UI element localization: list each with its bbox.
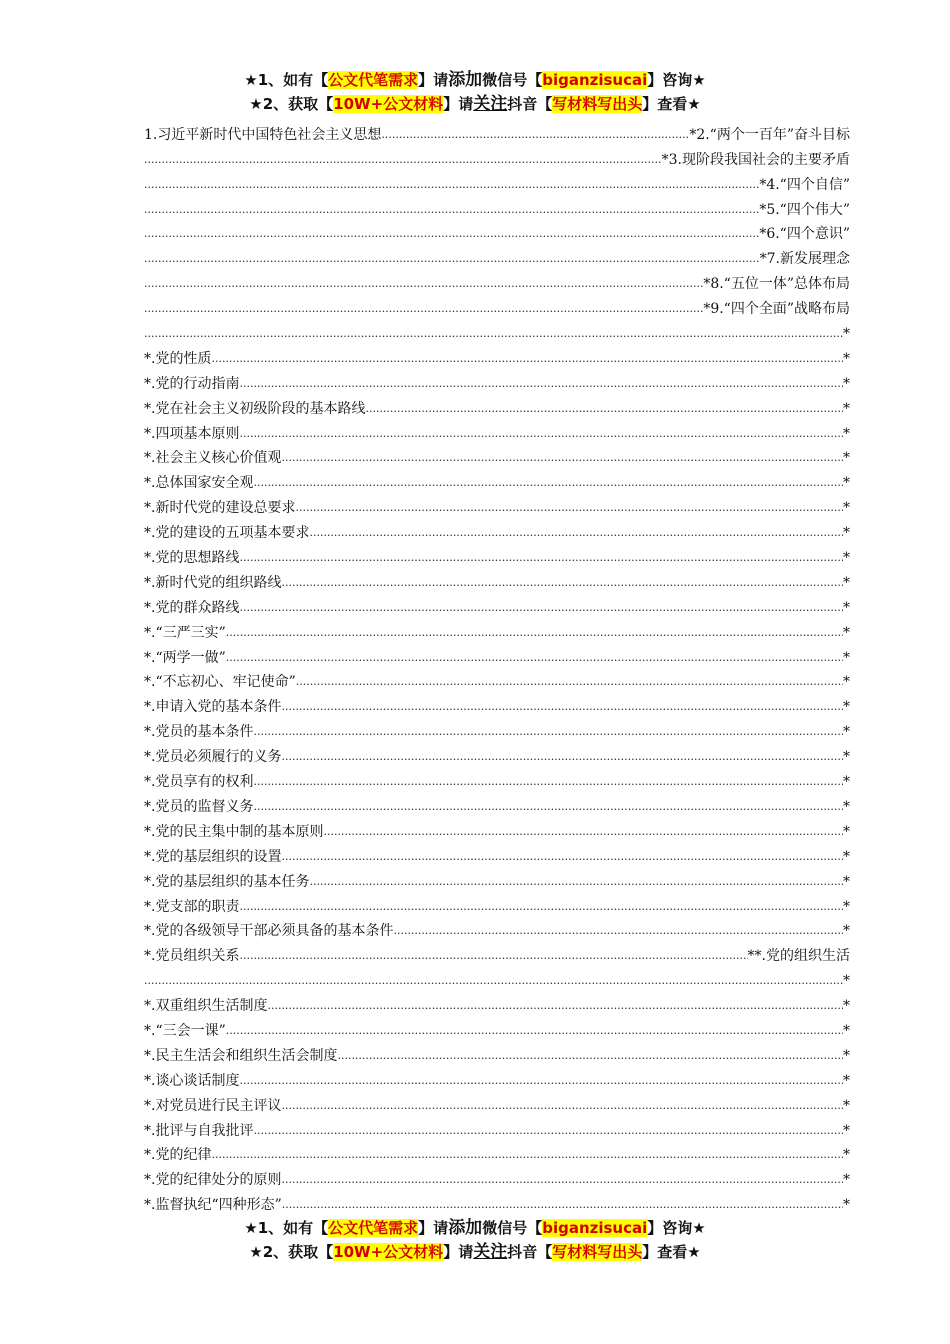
toc-entry[interactable] [144, 517, 850, 542]
banner-wechat-id: biganzisucai [542, 71, 648, 89]
toc-entry-tail: * [843, 1022, 850, 1039]
toc-entry[interactable] [144, 169, 850, 194]
banner-emphasis: 添加 [448, 70, 483, 90]
toc-dot-leader [365, 400, 843, 418]
toc-dot-leader [253, 723, 843, 741]
toc-dot-leader [144, 176, 759, 194]
toc-entry-title: *.对党员进行民主评议 [144, 1097, 282, 1114]
toc-entry[interactable] [144, 1189, 850, 1214]
toc-dot-leader [144, 325, 843, 343]
toc-entry[interactable] [144, 567, 850, 592]
toc-entry-title: *.监督执纪“四种形态” [144, 1197, 282, 1214]
toc-entry[interactable] [144, 642, 850, 667]
toc-dot-leader [253, 773, 843, 791]
toc-entry[interactable] [144, 318, 850, 343]
toc-entry[interactable] [144, 542, 850, 567]
toc-entry[interactable] [144, 1164, 850, 1189]
toc-entry-tail: * [843, 699, 850, 716]
toc-dot-leader [393, 922, 843, 940]
toc-dot-leader [281, 449, 843, 467]
toc-entry-tail: * [843, 998, 850, 1015]
toc-dot-leader [296, 673, 843, 691]
toc-dot-leader [281, 698, 843, 716]
toc-entry-tail: * [843, 649, 850, 666]
banner-text: 】请 [443, 95, 474, 113]
toc-entry[interactable] [144, 841, 850, 866]
banner-text: 】请 [418, 71, 449, 89]
banner-text: 】请 [418, 1219, 449, 1237]
toc-entry-tail: *3.现阶段我国社会的主要矛盾 [661, 151, 850, 168]
toc-entry-tail: * [843, 774, 850, 791]
toc-dot-leader [239, 549, 843, 567]
toc-dot-leader [281, 1097, 843, 1115]
toc-entry-title: *.党员必须履行的义务 [144, 749, 282, 766]
toc-entry-tail: * [843, 1122, 850, 1139]
toc-entry-tail: * [843, 1197, 850, 1214]
toc-entry[interactable] [144, 343, 850, 368]
toc-entry-title: *.社会主义核心价值观 [144, 450, 282, 467]
banner-emphasis: 添加 [448, 1218, 483, 1238]
toc-dot-leader [337, 1047, 843, 1065]
toc-entry[interactable] [144, 268, 850, 293]
toc-entry-title: *.党的建设的五项基本要求 [144, 525, 310, 542]
toc-entry-tail: * [843, 425, 850, 442]
toc-entry[interactable] [144, 293, 850, 318]
toc-entry[interactable] [144, 617, 850, 642]
toc-entry-tail: * [843, 475, 850, 492]
toc-dot-leader [239, 947, 747, 965]
toc-entry-tail: * [843, 1147, 850, 1164]
toc-dot-leader [144, 275, 703, 293]
toc-entry-title: *.新时代党的建设总要求 [144, 500, 296, 517]
toc-dot-leader [144, 972, 843, 990]
toc-entry[interactable] [144, 1040, 850, 1065]
toc-entry-title: *.“两学一做” [144, 649, 226, 666]
toc-entry-title: *.党员享有的权利 [144, 774, 254, 791]
toc-entry-tail: * [843, 798, 850, 815]
toc-entry-title: *.申请入党的基本条件 [144, 699, 282, 716]
toc-entry-tail: **.党的组织生活 [747, 948, 850, 965]
toc-entry-title: *.双重组织生活制度 [144, 998, 268, 1015]
toc-entry-tail: * [843, 574, 850, 591]
toc-entry-title: *.批评与自我批评 [144, 1122, 254, 1139]
toc-entry-tail: *5.“四个伟大” [759, 201, 850, 218]
toc-entry[interactable] [144, 940, 850, 965]
toc-entry-title: 1.习近平新时代中国特色社会主义思想 [144, 126, 382, 143]
toc-entry-tail: * [843, 500, 850, 517]
toc-dot-leader [267, 997, 843, 1015]
promo-banner-top-line2 [0, 94, 950, 114]
banner-text: 抖音【 [507, 95, 553, 113]
promo-banner-bottom-line1 [0, 1218, 950, 1238]
toc-entry[interactable] [144, 1065, 850, 1090]
banner-text: ★1、如有【 [244, 1219, 329, 1237]
toc-entry[interactable] [144, 1090, 850, 1115]
toc-entry[interactable] [144, 716, 850, 741]
toc-entry-title: *.党的行动指南 [144, 375, 240, 392]
toc-entry-title: *.新时代党的组织路线 [144, 574, 282, 591]
toc-entry-tail: * [843, 749, 850, 766]
banner-text: 抖音【 [507, 1243, 553, 1261]
banner-highlight: 10W+公文材料 [333, 1243, 444, 1261]
toc-entry[interactable] [144, 1115, 850, 1140]
toc-entry-title: *.“三严三实” [144, 624, 226, 641]
toc-entry-tail: * [843, 923, 850, 940]
toc-entry-tail: * [843, 375, 850, 392]
toc-dot-leader [226, 1022, 843, 1040]
banner-douyin-id: 写材料写出头 [552, 1243, 643, 1261]
banner-text: ★1、如有【 [244, 71, 329, 89]
toc-entry-tail: * [843, 350, 850, 367]
banner-highlight: 10W+公文材料 [333, 95, 444, 113]
toc-entry-tail: * [843, 400, 850, 417]
toc-dot-leader [281, 1171, 843, 1189]
toc-dot-leader [226, 649, 843, 667]
toc-entry-tail: * [843, 599, 850, 616]
toc-dot-leader [323, 823, 843, 841]
toc-entry[interactable] [144, 1140, 850, 1165]
toc-entry[interactable] [144, 965, 850, 990]
toc-entry[interactable] [144, 194, 850, 219]
toc-entry-tail: * [843, 550, 850, 567]
toc-entry-title: *.“三会一课” [144, 1022, 226, 1039]
toc-entry[interactable] [144, 393, 850, 418]
toc-entry-title: *.党支部的职责 [144, 898, 240, 915]
banner-text: ★2、获取【 [249, 1243, 334, 1261]
toc-entry[interactable] [144, 219, 850, 244]
toc-dot-leader [295, 499, 843, 517]
toc-entry-tail: *7.新发展理念 [759, 251, 850, 268]
toc-entry[interactable] [144, 667, 850, 692]
toc-dot-leader [211, 350, 843, 368]
toc-entry-title: *.党的基层组织的设置 [144, 848, 282, 865]
toc-entry-title: *.党的思想路线 [144, 550, 240, 567]
table-of-contents [144, 119, 850, 1214]
toc-entry[interactable] [144, 1015, 850, 1040]
toc-entry[interactable] [144, 741, 850, 766]
toc-entry[interactable] [144, 243, 850, 268]
toc-dot-leader [239, 599, 843, 617]
toc-dot-leader [309, 524, 843, 542]
toc-entry-title: *.党的民主集中制的基本原则 [144, 823, 324, 840]
toc-entry[interactable] [144, 990, 850, 1015]
toc-entry-tail: * [843, 973, 850, 990]
toc-entry-tail: * [843, 326, 850, 343]
toc-entry-tail: *9.“四个全面”战略布局 [703, 301, 850, 318]
toc-dot-leader [144, 300, 703, 318]
toc-dot-leader [226, 624, 843, 642]
toc-dot-leader [309, 873, 843, 891]
banner-wechat-id: biganzisucai [542, 1219, 648, 1237]
toc-dot-leader [253, 474, 843, 492]
toc-entry[interactable] [144, 891, 850, 916]
toc-entry-title: *.民主生活会和组织生活会制度 [144, 1047, 338, 1064]
toc-entry-title: *.党在社会主义初级阶段的基本路线 [144, 400, 366, 417]
banner-text: 】查看★ [642, 95, 701, 113]
banner-text: 】查看★ [642, 1243, 701, 1261]
toc-entry-title: *.党员的监督义务 [144, 798, 254, 815]
toc-entry[interactable] [144, 492, 850, 517]
banner-highlight: 公文代笔需求 [328, 71, 419, 89]
toc-entry-tail: *6.“四个意识” [759, 226, 850, 243]
toc-entry-tail: * [843, 1047, 850, 1064]
toc-entry-tail: * [843, 1072, 850, 1089]
toc-entry-title: *.“不忘初心、牢记使命” [144, 674, 296, 691]
toc-entry-title: *.谈心谈话制度 [144, 1072, 240, 1089]
banner-emphasis: 关注 [473, 1242, 508, 1262]
banner-text: ★2、获取【 [249, 95, 334, 113]
banner-text: 】咨询★ [647, 71, 706, 89]
promo-banner-bottom-line2 [0, 1242, 950, 1262]
toc-entry-title: *.党的群众路线 [144, 599, 240, 616]
toc-dot-leader [253, 1122, 843, 1140]
toc-dot-leader [144, 151, 662, 169]
toc-dot-leader [381, 126, 689, 144]
toc-entry-title: *.党员组织关系 [144, 948, 240, 965]
banner-text: 】请 [443, 1243, 474, 1261]
toc-entry-tail: *8.“五位一体”总体布局 [703, 276, 850, 293]
toc-dot-leader [281, 748, 843, 766]
toc-entry-title: *.总体国家安全观 [144, 475, 254, 492]
toc-entry-title: *.党的纪律 [144, 1147, 212, 1164]
toc-entry[interactable] [144, 443, 850, 468]
toc-entry-tail: * [843, 724, 850, 741]
toc-entry-tail: * [843, 1172, 850, 1189]
toc-entry-tail: * [843, 873, 850, 890]
toc-entry[interactable] [144, 592, 850, 617]
toc-entry[interactable] [144, 816, 850, 841]
banner-emphasis: 关注 [473, 94, 508, 114]
banner-text: 微信号【 [482, 71, 543, 89]
toc-entry-title: *.党的各级领导干部必须具备的基本条件 [144, 923, 394, 940]
toc-dot-leader [281, 848, 843, 866]
banner-text: 微信号【 [482, 1219, 543, 1237]
toc-entry-title: *.党的基层组织的基本任务 [144, 873, 310, 890]
toc-dot-leader [253, 798, 843, 816]
toc-entry[interactable] [144, 691, 850, 716]
toc-entry-title: *.四项基本原则 [144, 425, 240, 442]
toc-entry-title: *.党的纪律处分的原则 [144, 1172, 282, 1189]
toc-entry-tail: * [843, 823, 850, 840]
toc-entry-tail: * [843, 525, 850, 542]
toc-entry[interactable] [144, 119, 850, 144]
toc-entry-tail: * [843, 1097, 850, 1114]
toc-dot-leader [239, 898, 843, 916]
promo-banner-top-line1 [0, 70, 950, 90]
banner-text: 】咨询★ [647, 1219, 706, 1237]
banner-highlight: 公文代笔需求 [328, 1219, 419, 1237]
banner-douyin-id: 写材料写出头 [552, 95, 643, 113]
toc-entry[interactable] [144, 418, 850, 443]
toc-entry-tail: *2.“两个一百年”奋斗目标 [689, 126, 850, 143]
toc-entry-tail: * [843, 848, 850, 865]
toc-entry[interactable] [144, 866, 850, 891]
toc-dot-leader [282, 1196, 843, 1214]
toc-entry[interactable] [144, 916, 850, 941]
toc-dot-leader [144, 201, 759, 219]
toc-entry[interactable] [144, 766, 850, 791]
toc-dot-leader [239, 375, 843, 393]
toc-entry-title: *.党员的基本条件 [144, 724, 254, 741]
toc-entry[interactable] [144, 467, 850, 492]
toc-dot-leader [239, 1072, 843, 1090]
toc-dot-leader [281, 574, 843, 592]
toc-entry-tail: * [843, 674, 850, 691]
toc-entry-tail: * [843, 898, 850, 915]
toc-dot-leader [239, 425, 843, 443]
toc-dot-leader [211, 1146, 843, 1164]
toc-dot-leader [144, 250, 760, 268]
toc-entry-tail: *4.“四个自信” [759, 176, 850, 193]
toc-entry[interactable] [144, 144, 850, 169]
toc-dot-leader [144, 225, 759, 243]
toc-entry-tail: * [843, 624, 850, 641]
toc-entry[interactable] [144, 791, 850, 816]
toc-entry-title: *.党的性质 [144, 350, 212, 367]
toc-entry-tail: * [843, 450, 850, 467]
toc-entry[interactable] [144, 368, 850, 393]
